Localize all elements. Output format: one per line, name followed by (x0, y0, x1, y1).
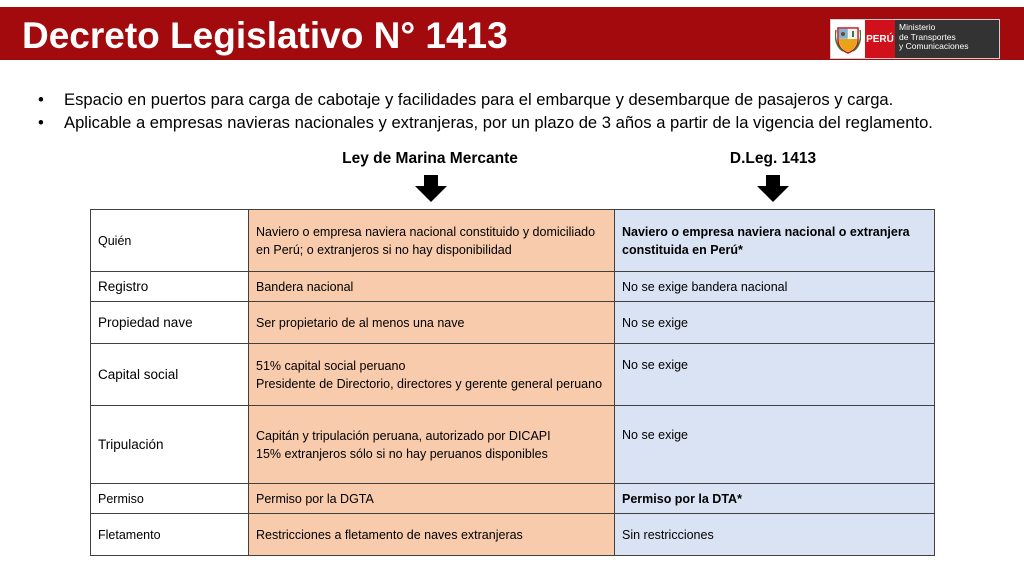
logo-line: de Transportes (899, 31, 956, 42)
ley-cell: Ser propietario de al menos una nave (249, 302, 615, 344)
bullet-text: Aplicable a empresas navieras nacionales y extranjeras, por un plazo de 3 años a partir de la vigencia del reglamento. (64, 113, 933, 132)
logo-line: Ministerio (899, 22, 936, 32)
row-label: Permiso (91, 484, 249, 514)
down-arrow-icon (756, 175, 790, 203)
bullet-item (38, 88, 933, 111)
bullet-item (38, 111, 933, 134)
table-row (91, 344, 935, 406)
ley-cell-line: 51% capital social peruano (256, 358, 406, 373)
dleg-cell: Sin restricciones (615, 514, 935, 556)
column-header-dleg: D.Leg. 1413 (729, 150, 817, 167)
dleg-cell: No se exige bandera nacional (615, 272, 935, 302)
row-label: Fletamento (91, 514, 249, 556)
ley-cell (249, 406, 615, 484)
bullet-text: Espacio en puertos para carga de cabotaje y facilidades para el embarque y desembarque de pasajeros y carga. (64, 90, 894, 109)
ley-cell-line: 15% extranjeros sólo si no hay peruanos disponibles (256, 446, 548, 461)
ley-cell: Bandera nacional (249, 272, 615, 302)
bullet-icon: • (38, 90, 44, 109)
ministry-logo (830, 19, 1000, 59)
dleg-cell: No se exige (615, 406, 935, 484)
ley-cell-line: Presidente de Directorio, directores y gerente general peruano (256, 376, 603, 391)
row-label: Quién (91, 210, 249, 272)
row-label: Registro (91, 272, 249, 302)
title-bar (0, 7, 1024, 60)
table-row (91, 210, 935, 272)
ley-cell-line: Capitán y tripulación peruana, autorizado por DICAPI (256, 428, 551, 443)
ley-cell (249, 344, 615, 406)
dleg-cell: No se exige (615, 344, 935, 406)
table-row (91, 514, 935, 556)
coat-of-arms-icon (831, 20, 865, 58)
table-row (91, 302, 935, 344)
down-arrow-icon (414, 175, 448, 203)
bullet-icon: • (38, 113, 44, 132)
logo-line: y Comunicaciones (899, 41, 969, 51)
comparison-table (90, 209, 935, 556)
bullet-list (38, 88, 933, 134)
row-label: Capital social (91, 344, 249, 406)
table-row (91, 484, 935, 514)
dleg-cell: No se exige (615, 302, 935, 344)
ley-cell: Restricciones a fletamento de naves extranjeras (249, 514, 615, 556)
row-label: Tripulación (91, 406, 249, 484)
page-title: Decreto Legislativo N° 1413 (22, 15, 508, 56)
table-row (91, 272, 935, 302)
logo-country-badge: PERÚ (865, 20, 895, 58)
row-label: Propiedad nave (91, 302, 249, 344)
dleg-cell: Naviero o empresa naviera nacional o extranjera constituida en Perú* (615, 210, 935, 272)
column-header-ley: Ley de Marina Mercante (342, 150, 518, 167)
logo-ministry-name (895, 20, 999, 58)
dleg-cell: Permiso por la DTA* (615, 484, 935, 514)
ley-cell: Permiso por la DGTA (249, 484, 615, 514)
table-row (91, 406, 935, 484)
ley-cell: Naviero o empresa naviera nacional constituido y domiciliado en Perú; o extranjeros si no hay disponibilidad (249, 210, 615, 272)
